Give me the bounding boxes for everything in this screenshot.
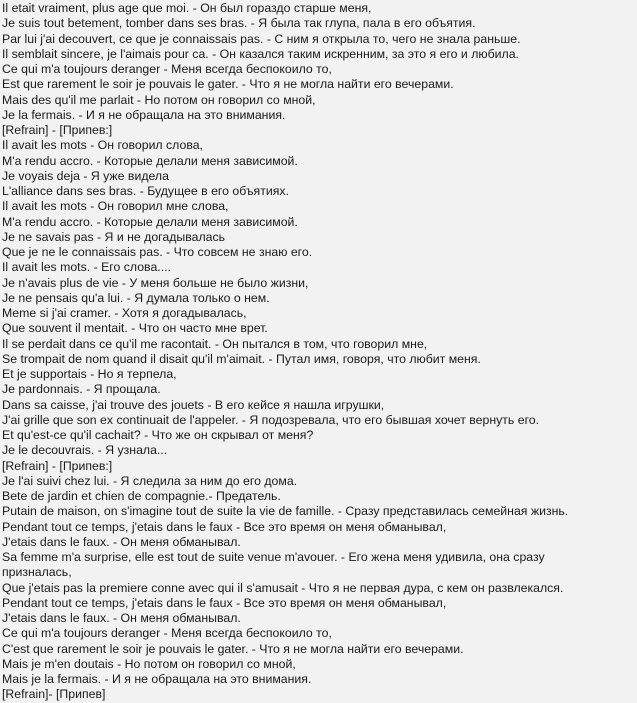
refrain-marker: [Refrain] - [Припев:] xyxy=(2,458,113,473)
lyric-line: Il avait les mots. - Его слова.... xyxy=(2,260,171,275)
refrain-marker: [Refrain] - [Припев:] xyxy=(2,123,113,137)
lyric-line: Il avait les mots - Он говорил мне слова, xyxy=(2,199,229,214)
lyric-line: Par lui j'ai decouvert, ce que je connaissais pas. - С ним я открыла то, чего не знала раньше. xyxy=(2,31,521,46)
lyric-line: Il avait les mots - Он говорил слова, xyxy=(2,138,203,153)
lyric-line: Je pardonnais. - Я прощала. xyxy=(2,382,161,397)
lyric-line: призналась, xyxy=(2,565,72,580)
lyric-line: Il se perdait dans ce qu'il me racontait. - Он пытался в том, что говорил мне, xyxy=(2,336,428,351)
lyric-line: Je la fermais. - И я не обращала на это внимания. xyxy=(2,107,286,122)
lyric-line: Meme si j'ai cramer. - Хотя я догадывалась, xyxy=(2,306,247,320)
lyric-line: M'a rendu accro. - Которые делали меня зависимой. xyxy=(2,214,298,229)
lyric-line: Ce qui m'a toujours deranger - Меня всегда беспокоило то, xyxy=(2,626,332,641)
lyric-line: Je l'ai suivi chez lui. - Я следила за ним до его дома. xyxy=(2,473,298,488)
lyric-line: L'alliance dans ses bras. - Будущее в его объятиях. xyxy=(2,184,289,198)
lyric-line: C'est que rarement le soir je pouvais le gater. - Что я не могла найти его вечерами. xyxy=(2,641,464,656)
lyric-line: Mais des qu'il me parlait - Но потом он говорил со мной, xyxy=(2,92,316,107)
lyric-line: Bete de jardin et chien de compagnie.- Предатель. xyxy=(2,489,281,503)
lyric-line: Que je ne le connaissais pas. - Что совсем не знаю его. xyxy=(2,245,313,259)
lyric-line: Putain de maison, on s'imagine tout de suite la vie de famille. - Сразу представилась семейная жизнь. xyxy=(2,504,569,519)
lyric-line: Se trompait de nom quand il disait qu'il m'aimait. - Путал имя, говоря, что любит меня. xyxy=(2,351,481,366)
lyric-line: Et je supportais - Но я терпела, xyxy=(2,367,177,381)
lyric-line: Mais je m'en doutais - Но потом он говорил со мной, xyxy=(2,656,296,671)
lyric-line: Et qu'est-ce qu'il cachait? - Что же он скрывал от меня? xyxy=(2,428,314,442)
lyric-line: Pendant tout ce temps, j'etais dans le faux - Все это время он меня обманывал, xyxy=(2,595,447,610)
lyric-line: Je le decouvrais. - Я узнала... xyxy=(2,443,168,458)
lyric-line: Mais je la fermais. - И я не обращала на это внимания. xyxy=(2,672,312,686)
lyric-line: Il etait vraiment, plus age que moi. - Он был гораздо старше меня, xyxy=(2,1,372,15)
lyric-line: Je ne savais pas - Я и не догадывалась xyxy=(2,229,226,244)
lyric-line: Je voyais deja - Я уже видела xyxy=(2,168,169,183)
lyric-line: Que souvent il mentait. - Что он часто мне врет. xyxy=(2,321,268,336)
lyric-line: Est que rarement le soir je pouvais le gater. - Что я не могла найти его вечерами. xyxy=(2,77,454,92)
lyric-line: Sa femme m'a surprise, elle est tout de suite venue m'avouer. - Его жена меня удивила, она сразу xyxy=(2,550,545,564)
lyric-line: Que j'etais pas la premiere conne avec qui il s'amusait - Что я не первая дура, с кем он развлекался. xyxy=(2,580,564,595)
lyric-line: Il semblait sincere, je l'aimais pour ca. - Он казался таким искренним, за это я его и любила. xyxy=(2,46,519,61)
lyric-line: J'etais dans le faux. - Он меня обманывал. xyxy=(2,534,241,549)
lyric-line: Je n'avais plus de vie - У меня больше не было жизни, xyxy=(2,275,309,290)
lyric-line: Ce qui m'a toujours deranger - Меня всегда беспокоило то, xyxy=(2,62,332,76)
lyric-line: Dans sa caisse, j'ai trouve des jouets - В его кейсе я нашла игрушки, xyxy=(2,397,385,412)
lyric-line: J'ai grille que son ex continuait de l'appeler. - Я подозревала, что его бывшая хочет вернуть его. xyxy=(2,412,540,427)
refrain-marker: [Refrain]- [Припев] xyxy=(2,687,106,702)
lyric-line: J'etais dans le faux. - Он меня обманывал. xyxy=(2,611,241,625)
lyric-line: M'a rendu accro. - Которые делали меня зависимой. xyxy=(2,153,298,168)
lyric-line: Pendant tout ce temps, j'etais dans le faux - Все это время он меня обманывал, xyxy=(2,519,447,534)
lyric-line: Je ne pensais qu'a lui. - Я думала только о нем. xyxy=(2,290,270,305)
lyric-line: Je suis tout betement, tomber dans ses bras. - Я была так глупа, пала в его объятия. xyxy=(2,16,476,31)
